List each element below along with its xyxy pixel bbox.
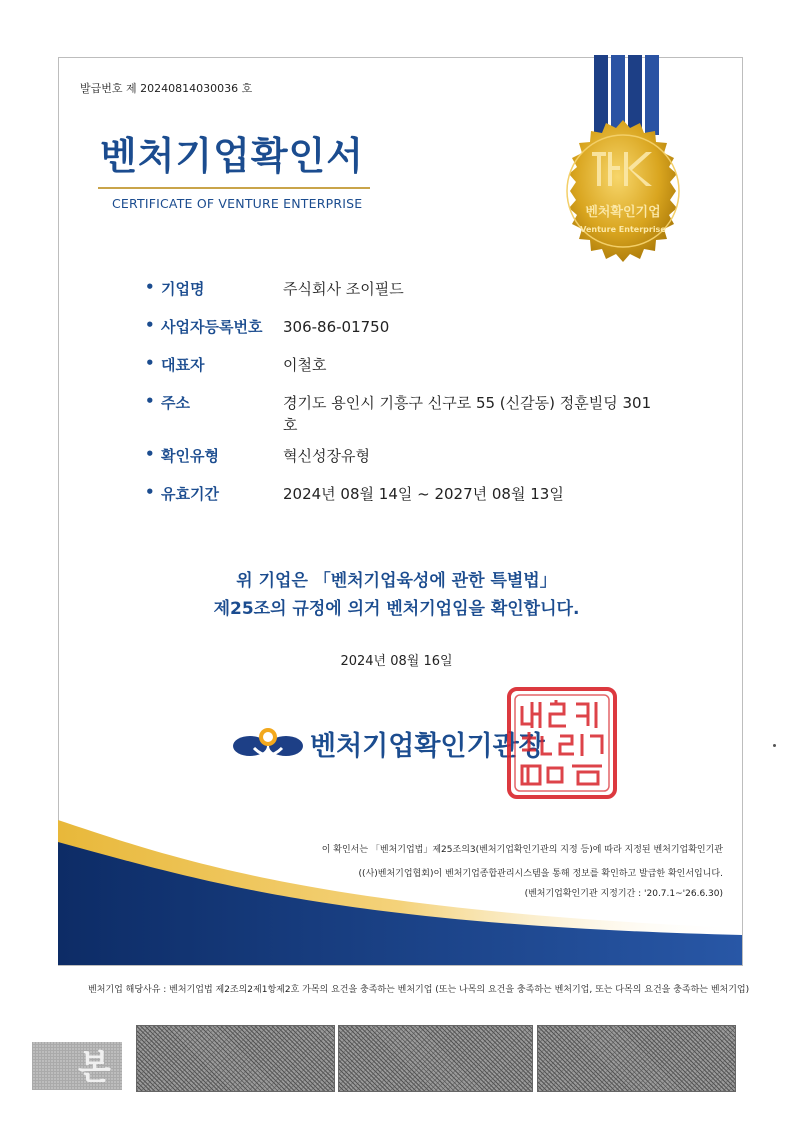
statement-line-1: 위 기업은 「벤처기업육성에 관한 특별법」 — [236, 571, 557, 591]
copy-mark: 본 — [78, 1048, 111, 1088]
official-seal-icon — [506, 686, 618, 800]
footer-wave — [58, 800, 742, 965]
footer-note-2: ((사)벤처기업협회)이 벤처기업종합관리시스템을 통해 정보를 확인하고 발급한 확인서입니다. — [358, 869, 723, 879]
medal-label-kr: 벤처확인기업 — [585, 205, 661, 220]
footer-note-3: (벤처기업확인기관 지정기간 : '20.7.1~'26.6.30) — [524, 889, 723, 899]
venture-medal-icon — [552, 120, 694, 262]
venture-reason: 벤처기업 해당사유 : 벤처기업법 제2조의2제1항제2호 가목의 요건을 충족하는 벤처기업 (또는 나목의 요건을 충족하는 벤처기업, 또는 다목의 요건을 충족하는 벤처기업) — [88, 985, 750, 995]
scan-dot — [773, 744, 776, 747]
statement-line-2: 제25조의 규정에 의거 벤처기업임을 확인합니다. — [213, 599, 580, 619]
medal-label-en: Venture Enterprise — [580, 225, 666, 234]
certificate-subtitle: CERTIFICATE OF VENTURE ENTERPRISE — [112, 196, 363, 211]
verification-code — [537, 1025, 736, 1092]
title-underline — [98, 187, 370, 189]
issue-number: 발급번호 제 20240814030036 호 — [80, 82, 253, 95]
issuer-name: 벤처기업확인기관장 — [310, 731, 545, 762]
certificate-title: 벤처기업확인서 — [100, 134, 364, 178]
issue-date: 2024년 08월 16일 — [340, 654, 453, 669]
footer-note-1: 이 확인서는 「벤처기업법」제25조의3(벤처기업확인기관의 지정 등)에 따라 지정된 벤처기업확인기관 — [321, 845, 723, 855]
verification-code — [338, 1025, 533, 1092]
issuer-logo-icon — [232, 722, 304, 764]
verification-code — [136, 1025, 335, 1092]
